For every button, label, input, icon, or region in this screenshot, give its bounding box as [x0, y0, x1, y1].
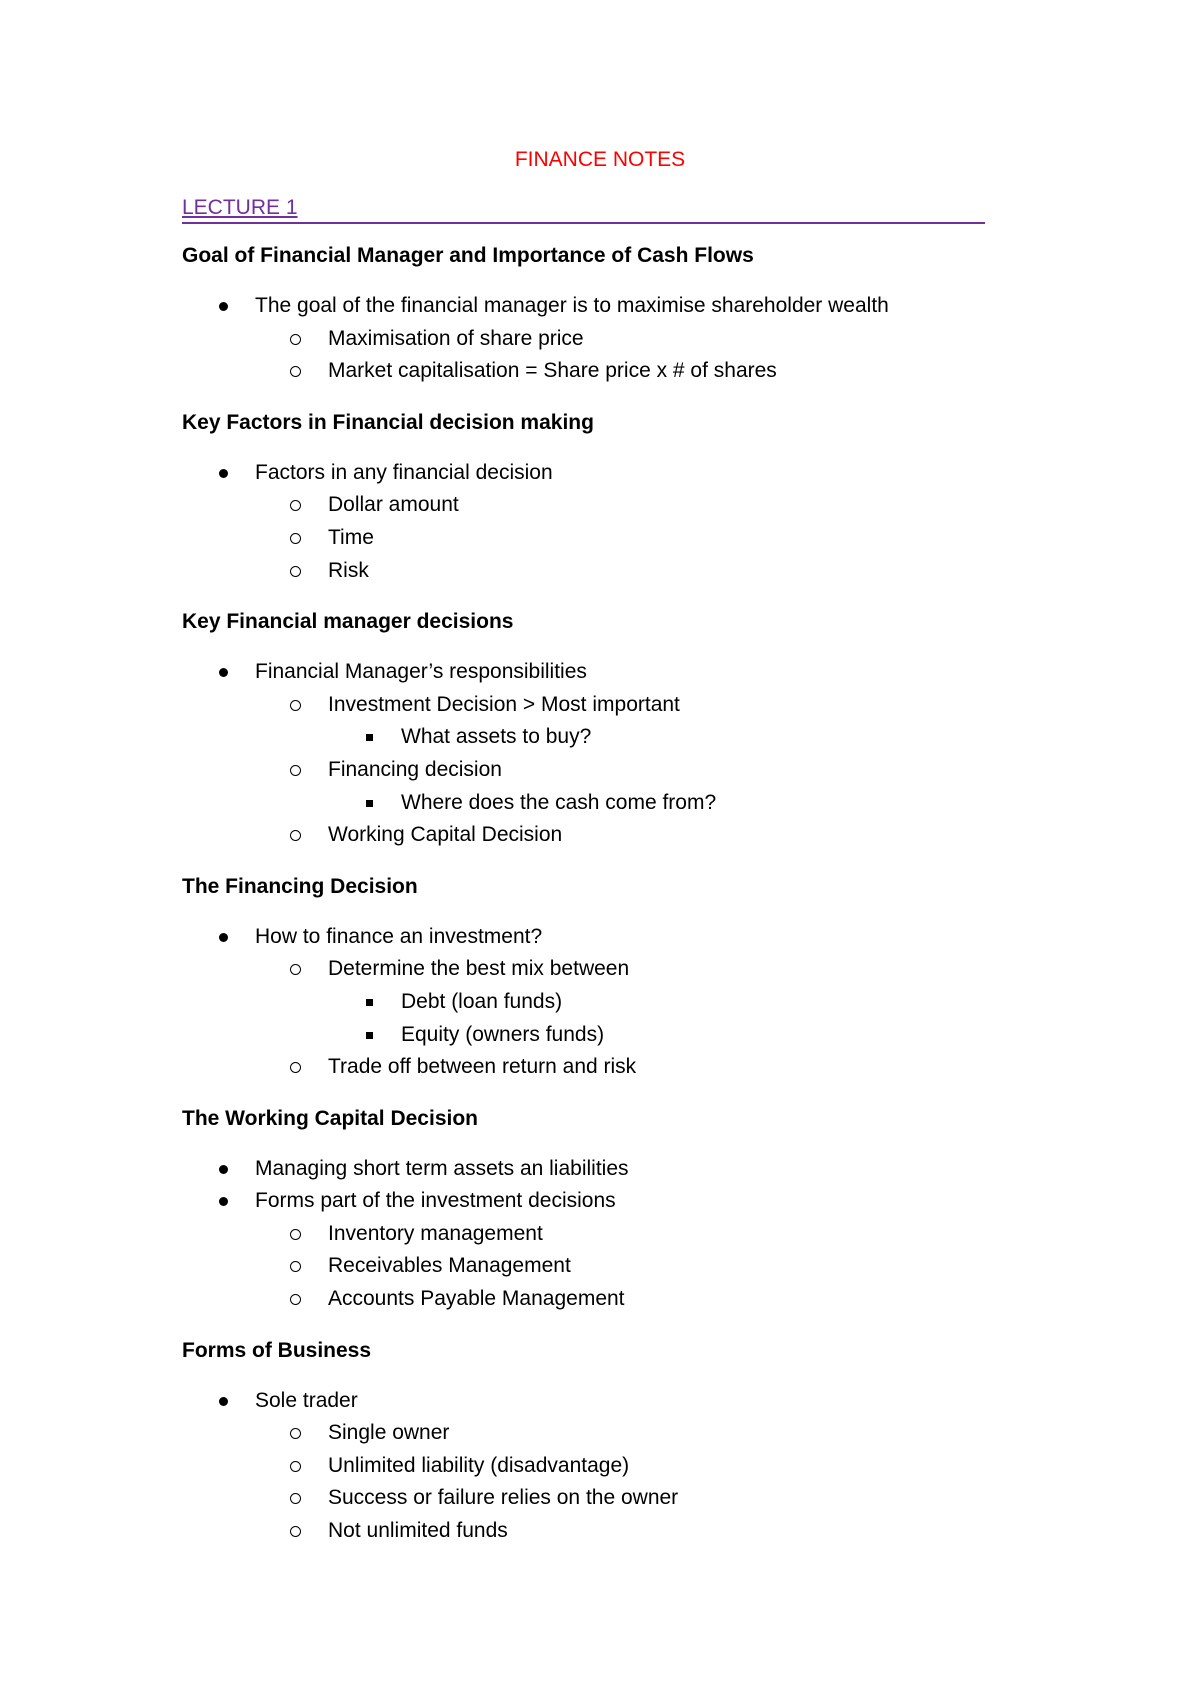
- bullet-circle-icon: [290, 533, 301, 544]
- list-item: [182, 1515, 1012, 1548]
- bullet-list: [182, 1385, 1012, 1548]
- bullet-circle-icon: [290, 500, 301, 511]
- list-item: [182, 1218, 1012, 1251]
- list-item-text: Financial Manager’s responsibilities: [255, 660, 587, 684]
- bullet-dot-icon: [219, 1165, 228, 1174]
- list-item-text: Dollar amount: [328, 493, 459, 517]
- bullet-square-icon: [366, 1032, 373, 1039]
- list-item-text: Accounts Payable Management: [328, 1287, 625, 1311]
- bullet-square-icon: [366, 800, 373, 807]
- list-item: [182, 1417, 1012, 1450]
- bullet-dot-icon: [219, 302, 228, 311]
- bullet-list: [182, 921, 1012, 1084]
- list-item: [182, 1482, 1012, 1515]
- section-heading: The Working Capital Decision: [182, 1106, 478, 1130]
- bullet-circle-icon: [290, 1526, 301, 1537]
- bullet-list: [182, 290, 1012, 388]
- list-item-text: Not unlimited funds: [328, 1519, 508, 1543]
- list-item-text: Single owner: [328, 1421, 450, 1445]
- bullet-circle-icon: [290, 1261, 301, 1272]
- list-item-text: Risk: [328, 558, 369, 582]
- list-item-text: Maximisation of share price: [328, 326, 584, 350]
- section-heading: Key Financial manager decisions: [182, 610, 514, 634]
- list-item-text: Sole trader: [255, 1388, 358, 1412]
- bullet-list: [182, 1153, 1012, 1316]
- list-item: [182, 1051, 1012, 1084]
- list-item-text: Market capitalisation = Share price x # of shares: [328, 359, 777, 383]
- list-item: [182, 1185, 1012, 1218]
- section-heading: Goal of Financial Manager and Importance of Cash Flows: [182, 244, 754, 267]
- list-item: [182, 1019, 1012, 1052]
- bullet-dot-icon: [219, 1397, 228, 1406]
- list-item: [182, 953, 1012, 986]
- list-item: [182, 290, 1012, 323]
- bullet-circle-icon: [290, 964, 301, 975]
- bullet-circle-icon: [290, 1428, 301, 1439]
- list-item-text: Forms part of the investment decisions: [255, 1189, 616, 1213]
- list-item: [182, 819, 1012, 852]
- list-item-text: Inventory management: [328, 1221, 543, 1245]
- list-item: [182, 489, 1012, 522]
- list-item-text: Trade off between return and risk: [328, 1055, 637, 1079]
- section-heading: The Financing Decision: [182, 874, 418, 898]
- list-item: [182, 1250, 1012, 1283]
- list-item: [182, 986, 1012, 1019]
- list-item-text: Equity (owners funds): [401, 1022, 605, 1046]
- lecture-heading: [182, 196, 985, 224]
- list-item: [182, 1450, 1012, 1483]
- list-item-text: Debt (loan funds): [401, 989, 563, 1013]
- list-item-text: Receivables Management: [328, 1254, 571, 1278]
- list-item-text: Success or failure relies on the owner: [328, 1486, 679, 1510]
- list-item: [182, 457, 1012, 490]
- list-item-text: Factors in any financial decision: [255, 460, 553, 484]
- bullet-square-icon: [366, 999, 373, 1006]
- bullet-circle-icon: [290, 765, 301, 776]
- bullet-dot-icon: [219, 1197, 228, 1206]
- list-item: [182, 522, 1012, 555]
- list-item: [182, 721, 1012, 754]
- list-item-text: Investment Decision > Most important: [328, 692, 680, 716]
- list-item-text: How to finance an investment?: [255, 924, 543, 948]
- document-title: FINANCE NOTES: [514, 148, 686, 171]
- bullet-circle-icon: [290, 1294, 301, 1305]
- bullet-circle-icon: [290, 830, 301, 841]
- bullet-circle-icon: [290, 334, 301, 345]
- bullet-dot-icon: [219, 668, 228, 677]
- list-item-text: Managing short term assets an liabilities: [255, 1156, 629, 1180]
- list-item: [182, 754, 1012, 787]
- list-item: [182, 689, 1012, 722]
- bullet-square-icon: [366, 734, 373, 741]
- list-item-text: Unlimited liability (disadvantage): [328, 1453, 630, 1477]
- list-item-text: Determine the best mix between: [328, 957, 630, 981]
- bullet-dot-icon: [219, 933, 228, 942]
- bullet-dot-icon: [219, 469, 228, 478]
- bullet-list: [182, 656, 1012, 852]
- section-heading: Key Factors in Financial decision making: [182, 410, 594, 434]
- notes-content: [182, 243, 1012, 1548]
- list-item: [182, 1385, 1012, 1418]
- lecture-label: LECTURE 1: [182, 196, 298, 219]
- list-item: [182, 921, 1012, 954]
- list-item-text: Time: [328, 525, 374, 549]
- list-item-text: Financing decision: [328, 757, 502, 781]
- bullet-circle-icon: [290, 700, 301, 711]
- bullet-circle-icon: [290, 366, 301, 377]
- list-item-text: Working Capital Decision: [328, 823, 563, 847]
- bullet-circle-icon: [290, 1493, 301, 1504]
- list-item: [182, 656, 1012, 689]
- bullet-circle-icon: [290, 566, 301, 577]
- list-item: [182, 787, 1012, 820]
- list-item-text: Where does the cash come from?: [401, 790, 717, 814]
- list-item: [182, 1153, 1012, 1186]
- list-item: [182, 1283, 1012, 1316]
- list-item: [182, 355, 1012, 388]
- list-item: [182, 555, 1012, 588]
- list-item-text: The goal of the financial manager is to maximise shareholder wealth: [255, 294, 889, 317]
- list-item: [182, 323, 1012, 356]
- list-item-text: What assets to buy?: [401, 725, 592, 749]
- bullet-circle-icon: [290, 1229, 301, 1240]
- section-heading: Forms of Business: [182, 1338, 372, 1362]
- bullet-list: [182, 457, 1012, 587]
- bullet-circle-icon: [290, 1461, 301, 1472]
- bullet-circle-icon: [290, 1062, 301, 1073]
